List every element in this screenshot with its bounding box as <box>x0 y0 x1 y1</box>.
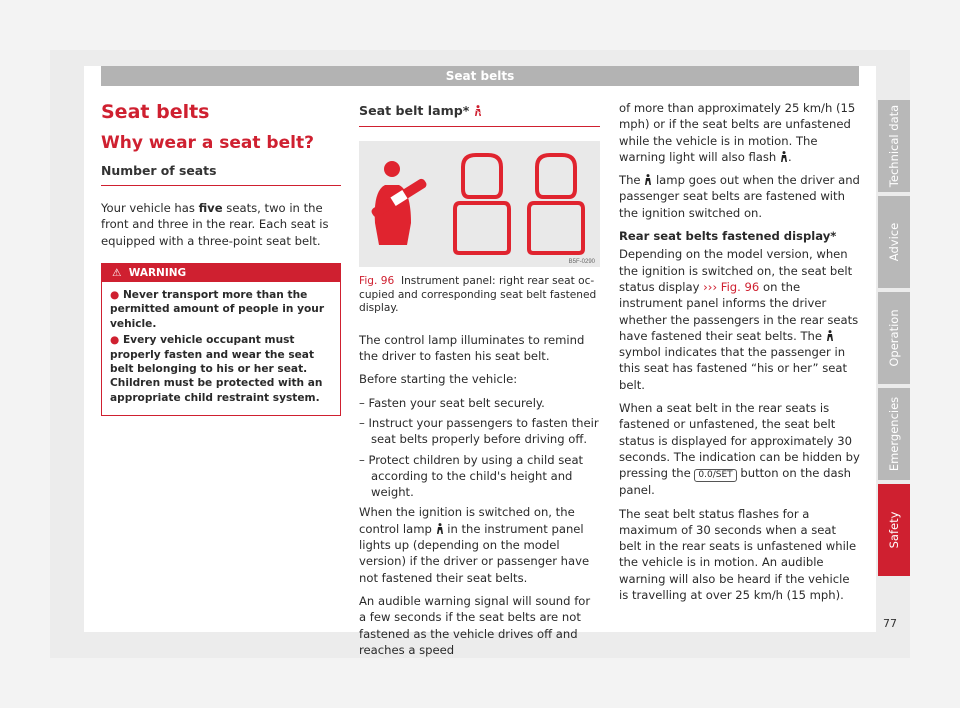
lamp-paragraph-1: The control lamp illuminates to remind the driver to fasten his seat belt. <box>359 332 585 364</box>
page-number: 77 <box>883 617 897 630</box>
tab-advice[interactable]: Advice <box>878 196 910 288</box>
list-item: – Fasten your seat belt securely. <box>359 395 545 410</box>
figure-reference-link[interactable]: ››› Fig. 96 <box>703 279 760 294</box>
warning-label: WARNING <box>128 266 187 279</box>
seat-belt-icon <box>826 330 834 341</box>
figure-96 <box>359 141 600 267</box>
status-paragraph: When a seat belt in the rear seats is fastened or unfastened, the seat belt status is displayed for approximately 30 seconds. The indication can be hidden by pressing the 0.0/SET button on the dash panel. <box>619 401 860 498</box>
bullet-icon: ● <box>110 288 123 301</box>
section-title: Seat belts <box>101 101 210 123</box>
lamp-paragraph-4: An audible warning signal will sound for a few seconds if the seat belts are not fastened as the vehicle drives off and reaches a speed <box>359 593 591 657</box>
warning-box <box>101 263 341 416</box>
running-header: Seat belts <box>101 66 859 86</box>
rear-display-heading: Rear seat belts fastened display* <box>619 229 837 244</box>
figure-caption: Fig. 96 Instrument panel: right rear seat occupied and corresponding seat belt fastened display. <box>359 275 597 315</box>
tab-technical-data[interactable]: Technical data <box>878 100 910 192</box>
list-item: – Protect children by using a child seat according to the child's height and weight. <box>359 452 584 500</box>
seat-belt-icon <box>474 105 482 116</box>
column-3 <box>619 100 860 610</box>
rear-display-paragraph: Depending on the model version, when the ignition is switched on, the seat belt status display ››› Fig. 96 on the instrument panel informs the driver whether the passengers in the rear seats have fastened their seat belts. The symbol indicates that the passenger in this seat has fastened “his or her” seat belt. <box>619 247 859 392</box>
column-2 <box>359 100 600 665</box>
set-button-label: 0.0/SET <box>694 469 736 482</box>
subsection-heading: Number of seats <box>101 162 341 186</box>
warning-header <box>102 264 340 282</box>
seat-belt-icon <box>780 151 788 162</box>
section-subtitle: Why wear a seat belt? <box>101 133 314 153</box>
column-1 <box>101 100 341 416</box>
bullet-icon: ● <box>110 334 123 347</box>
figure-code: B5F-0290 <box>568 259 595 265</box>
seat-belt-icon <box>436 523 444 534</box>
lamp-paragraph-3: When the ignition is switched on, the control lamp in the instrument panel lights up (depending on the model version) if the driver or passenger have not fastened their seat belts. <box>359 505 590 585</box>
warning-triangle-icon: ⚠ <box>112 266 122 279</box>
lamp-heading: Seat belt lamp* <box>359 100 600 127</box>
seat-belt-icon <box>644 174 652 185</box>
seat-belt-status-illustration <box>359 141 600 267</box>
warning-item: ● Never transport more than the permitted amount of people in your vehicle. <box>110 288 325 330</box>
tab-operation[interactable]: Operation <box>878 292 910 384</box>
list-item: – Instruct your passengers to fasten their seat belts properly before driving off. <box>359 415 599 447</box>
warning-item: ● Every vehicle occupant must properly fasten and wear the seat belt belonging to his or her seat. Children must be protected with an appropriate child restraint system. <box>110 334 323 404</box>
lamp-off-paragraph: The lamp goes out when the driver and passenger seat belts are fastened with the ignition switched on. <box>619 173 860 220</box>
speed-paragraph: of more than approximately 25 km/h (15 mph) or if the seat belts are unfastened while the vehicle is in motion. The warning light will also flash . <box>619 101 856 164</box>
warning-body <box>102 282 340 415</box>
flash-paragraph: The seat belt status flashes for a maximum of 30 seconds when a seat belt in the rear seats is unfastened while the vehicle is in motion. An audible warning will also be heard if the vehicle is travelling at over 25 km/h (15 mph). <box>619 506 857 603</box>
tab-safety[interactable]: Safety <box>878 484 910 576</box>
chapter-tabs <box>878 100 910 580</box>
lamp-paragraph-2: Before starting the vehicle: <box>359 372 518 387</box>
tab-emergencies[interactable]: Emergencies <box>878 388 910 480</box>
seats-paragraph: Your vehicle has five seats, two in the front and three in the rear. Each seat is equipped with a three-point seat belt. <box>101 201 329 248</box>
